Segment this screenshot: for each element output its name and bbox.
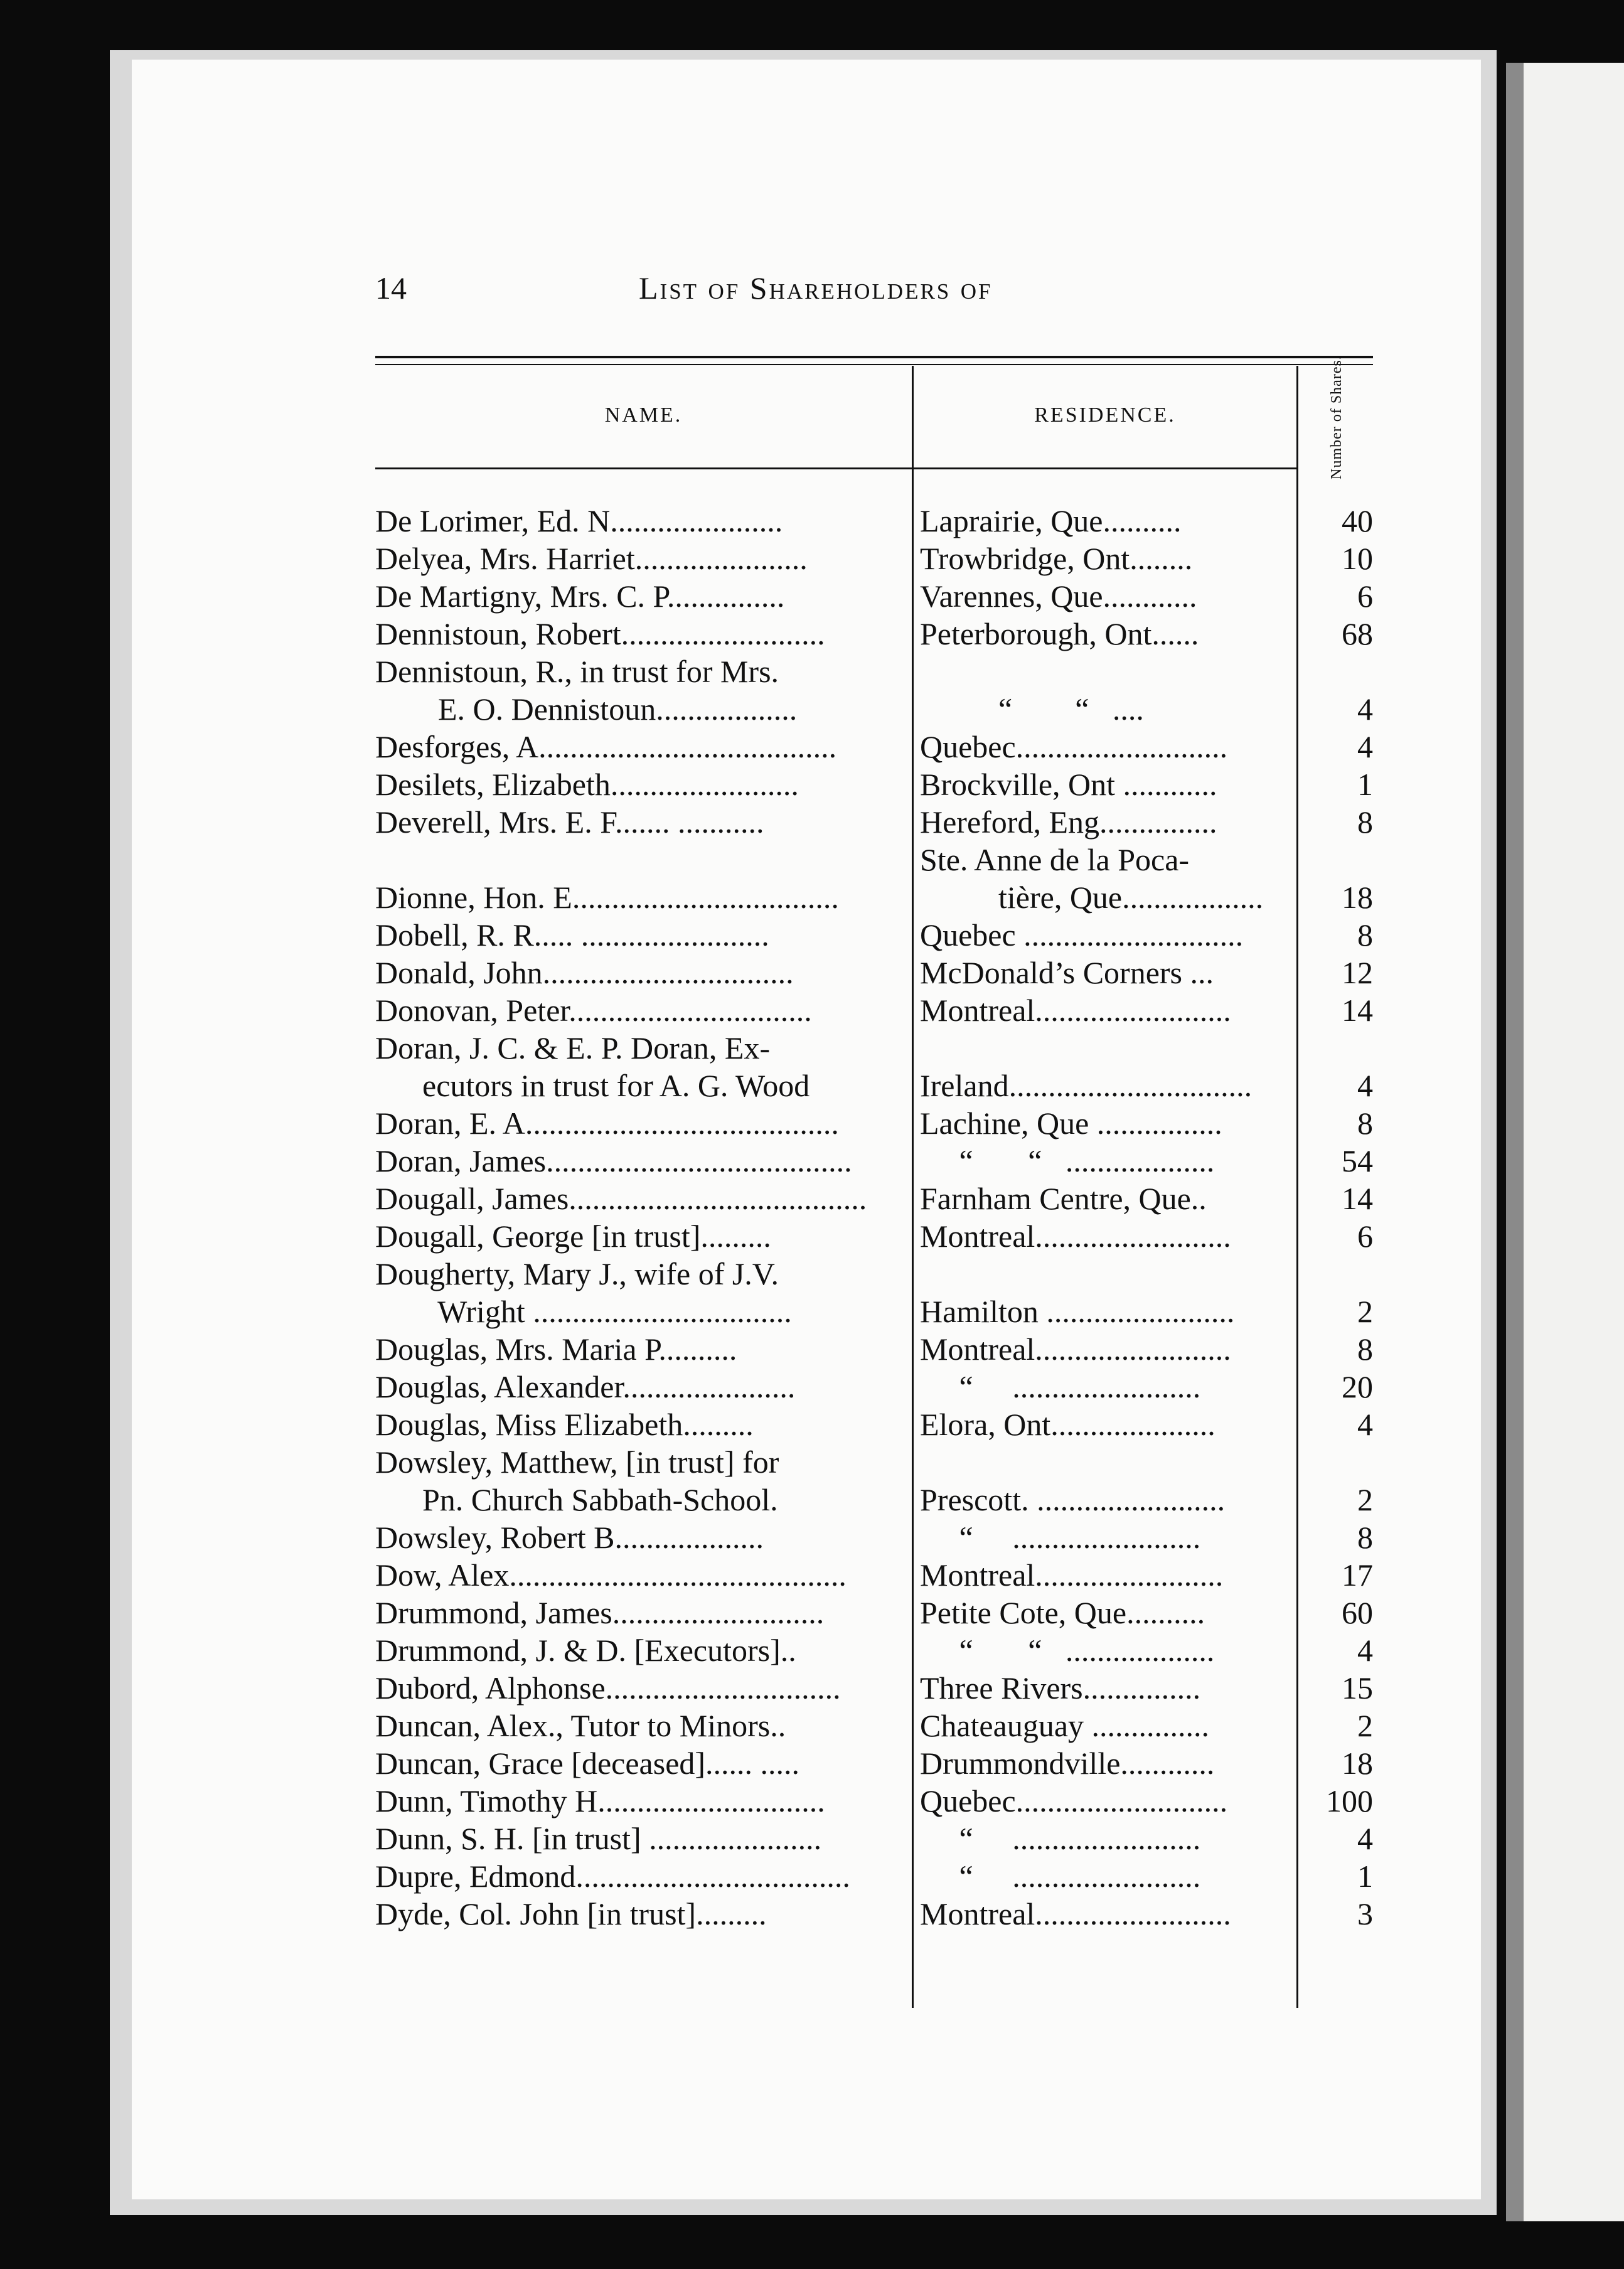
name-line: De Martigny, Mrs. C. P............... [375,579,785,614]
residence-line: “ “ ................... [920,1633,1215,1668]
cell-residence [920,1368,1296,1406]
table-row [375,803,1373,841]
residence-line [920,1029,1296,1067]
residence-line: Quebec ............................ [920,917,1244,953]
name-line: Doran, James....................................... [375,1143,852,1178]
cell-shares: 4 [1357,729,1373,764]
cell-name [375,1594,912,1631]
table-row [375,991,1373,1029]
table-row [375,1707,1373,1744]
name-line: Dunn, S. H. [in trust] ...................... [375,1821,822,1856]
cell-residence [920,766,1296,803]
cell-residence [920,1519,1296,1556]
name-line: Delyea, Mrs. Harriet...................... [375,541,808,576]
table-row [375,916,1373,954]
cell-name [375,1255,912,1330]
name-line: Wright ................................. [375,1294,792,1329]
table-row [375,954,1373,991]
table-row [375,502,1373,540]
cell-shares: 10 [1342,541,1373,576]
name-line: De Lorimer, Ed. N...................... [375,503,783,538]
residence-line: “ “ ................... [920,1143,1215,1178]
cell-residence [920,1406,1296,1443]
name-line: Deverell, Mrs. E. F....... ........... [375,804,764,840]
cell-residence [920,1142,1296,1180]
cell-shares: 8 [1357,917,1373,953]
table-row [375,1594,1373,1631]
name-line: Drummond, J. & D. [Executors].. [375,1633,796,1668]
residence-line: tière, Que.................. [920,880,1264,915]
residence-line [920,653,1296,690]
residence-line: Elora, Ont..................... [920,1407,1215,1442]
name-line: Donovan, Peter............................... [375,993,812,1028]
cell-residence [920,653,1296,728]
name-line: Dubord, Alphonse.............................. [375,1670,841,1706]
cell-name [375,1820,912,1857]
cell-name [375,1330,912,1368]
table-row [375,1631,1373,1669]
cell-shares: 2 [1357,1708,1373,1743]
name-line: Dow, Alex........................................... [375,1557,847,1593]
page-number: 14 [375,270,407,306]
residence-line: “ ........................ [920,1859,1201,1894]
name-line: Duncan, Grace [deceased]...... ..... [375,1746,800,1781]
name-line: Desforges, A...................................... [375,729,837,764]
cell-shares: 6 [1357,1219,1373,1254]
residence-line: Three Rivers............... [920,1670,1201,1706]
cell-residence [920,1707,1296,1744]
column-header-residence: RESIDENCE. [1034,403,1176,427]
table-row [375,1669,1373,1707]
cell-name [375,1744,912,1782]
table-row [375,615,1373,653]
name-line: Donald, John................................ [375,955,794,990]
cell-shares: 1 [1357,1859,1373,1894]
cell-name [375,1556,912,1594]
cell-name [375,916,912,954]
table-row [375,1406,1373,1443]
cell-residence [920,803,1296,841]
residence-line [920,1255,1296,1293]
name-line: Duncan, Alex., Tutor to Minors.. [375,1708,786,1743]
name-line: Douglas, Alexander...................... [375,1369,796,1404]
cell-shares: 4 [1357,1633,1373,1668]
cell-name [375,1895,912,1933]
name-line: Dionne, Hon. E.................................. [375,880,839,915]
cell-residence [920,1782,1296,1820]
cell-name [375,1406,912,1443]
table-row [375,1556,1373,1594]
name-line: Douglas, Mrs. Maria P.......... [375,1332,737,1367]
name-line: Doran, J. C. & E. P. Doran, Ex- [375,1030,771,1065]
name-line: Doran, E. A........................................ [375,1106,839,1141]
cell-residence [920,1631,1296,1669]
residence-line: “ “ .... [920,691,1144,727]
table-row [375,766,1373,803]
cell-shares: 12 [1342,955,1373,990]
cell-residence [920,1556,1296,1594]
page-header [375,270,1373,320]
table-row [375,1330,1373,1368]
cell-name [375,1368,912,1406]
cell-residence [920,1820,1296,1857]
cell-name [375,540,912,577]
name-line: Dowsley, Robert B................... [375,1520,764,1555]
residence-line: Chateauguay ............... [920,1708,1210,1743]
cell-shares: 3 [1357,1896,1373,1931]
residence-line: “ ........................ [920,1821,1201,1856]
cell-residence [920,1895,1296,1933]
name-line: Dougherty, Mary J., wife of J.V. [375,1256,779,1291]
cell-shares: 14 [1342,1181,1373,1216]
cell-shares: 2 [1357,1294,1373,1329]
cell-residence [920,540,1296,577]
cell-shares: 54 [1342,1143,1373,1178]
cell-residence [920,1330,1296,1368]
table-body [375,502,1373,1933]
name-line: Dowsley, Matthew, [in trust] for [375,1444,779,1480]
table-row [375,1255,1373,1330]
cell-shares: 68 [1342,616,1373,651]
residence-line: McDonald’s Corners ... [920,955,1214,990]
cell-name [375,991,912,1029]
name-line: ecutors in trust for A. G. Wood [375,1068,810,1103]
cell-shares: 18 [1342,1746,1373,1781]
residence-line: Petite Cote, Que.......... [920,1595,1205,1630]
cell-name [375,1142,912,1180]
cell-residence [920,916,1296,954]
cell-name [375,803,912,841]
residence-line: Montreal......................... [920,1896,1231,1931]
residence-line: Ste. Anne de la Poca- [920,842,1190,877]
cell-residence [920,1857,1296,1895]
cell-residence [920,1744,1296,1782]
table-row [375,1104,1373,1142]
cell-name [375,615,912,653]
cell-shares: 4 [1357,1821,1373,1856]
table-row [375,653,1373,728]
cell-residence [920,1669,1296,1707]
cell-shares: 100 [1326,1783,1373,1818]
column-header-shares [1305,355,1368,479]
name-line: Dupre, Edmond................................... [375,1859,850,1894]
table-row [375,728,1373,766]
cell-name [375,1029,912,1104]
cell-name [375,954,912,991]
table-row [375,1519,1373,1556]
name-line: Douglas, Miss Elizabeth......... [375,1407,754,1442]
residence-line: Montreal......................... [920,1332,1231,1367]
residence-line: Prescott. ........................ [920,1482,1226,1517]
name-line: E. O. Dennistoun.................. [375,691,798,727]
header-rule [375,467,1298,469]
cell-name [375,502,912,540]
cell-residence [920,1029,1296,1104]
name-line: Dobell, R. R..... ........................ [375,917,769,953]
table-row [375,577,1373,615]
cell-shares: 6 [1357,579,1373,614]
residence-line: Montreal......................... [920,993,1231,1028]
name-line: Dougall, James...................................... [375,1181,867,1216]
name-line: Dunn, Timothy H............................. [375,1783,825,1818]
cell-shares: 8 [1357,1332,1373,1367]
name-line: Dennistoun, Robert.......................... [375,616,825,651]
residence-line: “ ........................ [920,1520,1201,1555]
residence-line: Trowbridge, Ont........ [920,541,1193,576]
column-header-name: NAME. [604,403,683,427]
cell-shares: 17 [1342,1557,1373,1593]
cell-residence [920,615,1296,653]
cell-residence [920,1217,1296,1255]
cell-residence [920,502,1296,540]
cell-name [375,653,912,728]
table-row [375,1857,1373,1895]
cell-name [375,766,912,803]
residence-line: Ireland............................... [920,1068,1253,1103]
residence-line: Brockville, Ont ............ [920,767,1217,802]
top-rule-thin [375,364,1373,365]
cell-residence [920,1594,1296,1631]
cell-name [375,1782,912,1820]
cell-residence [920,954,1296,991]
name-line: Desilets, Elizabeth........................ [375,767,799,802]
residence-line: Farnham Centre, Que.. [920,1181,1207,1216]
residence-line: Quebec........................... [920,1783,1228,1818]
cell-name [375,1707,912,1744]
cell-name [375,1180,912,1217]
cell-name [375,1443,912,1519]
cell-shares: 8 [1357,1520,1373,1555]
cell-name [375,728,912,766]
cell-shares: 4 [1357,691,1373,727]
cell-residence [920,1104,1296,1142]
cell-shares: 2 [1357,1482,1373,1517]
cell-residence [920,1255,1296,1330]
cell-shares: 8 [1357,804,1373,840]
cell-residence [920,577,1296,615]
facing-page-edge [1506,63,1624,2221]
residence-line: Montreal........................ [920,1557,1224,1593]
table-row [375,1180,1373,1217]
cell-shares: 60 [1342,1595,1373,1630]
cell-residence [920,1443,1296,1519]
cell-shares: 8 [1357,1106,1373,1141]
cell-name [375,1519,912,1556]
cell-shares: 20 [1342,1369,1373,1404]
name-line: Drummond, James........................... [375,1595,825,1630]
cell-shares: 40 [1342,503,1373,538]
residence-line: “ ........................ [920,1369,1201,1404]
table-row [375,1443,1373,1519]
residence-line: Laprairie, Que.......... [920,503,1182,538]
cell-shares: 15 [1342,1670,1373,1706]
cell-name [375,1104,912,1142]
cell-name [375,577,912,615]
cell-name [375,1857,912,1895]
top-rule [375,356,1373,358]
residence-line: Hamilton ........................ [920,1294,1235,1329]
cell-name [375,1669,912,1707]
table-row [375,841,1373,916]
table-row [375,1217,1373,1255]
cell-name [375,1217,912,1255]
table-row [375,1368,1373,1406]
residence-line [920,1443,1296,1481]
cell-residence [920,1180,1296,1217]
residence-line: Montreal......................... [920,1219,1231,1254]
name-line: Dougall, George [in trust]......... [375,1219,771,1254]
cell-shares: 1 [1357,767,1373,802]
name-line: Dyde, Col. John [in trust]......... [375,1896,767,1931]
table-row [375,1820,1373,1857]
name-line: Dennistoun, R., in trust for Mrs. [375,654,779,689]
table-row [375,1744,1373,1782]
residence-line: Varennes, Que............ [920,579,1197,614]
table-row [375,540,1373,577]
residence-line: Lachine, Que ................ [920,1106,1222,1141]
cell-residence [920,841,1296,916]
residence-line: Peterborough, Ont...... [920,616,1199,651]
cell-name [375,878,912,916]
cell-name [375,1631,912,1669]
cell-residence [920,991,1296,1029]
name-line: Pn. Church Sabbath-School. [375,1482,778,1517]
cell-shares: 18 [1342,880,1373,915]
residence-line: Quebec........................... [920,729,1228,764]
table-row [375,1142,1373,1180]
shareholders-table [375,348,1373,2008]
cell-shares: 14 [1342,993,1373,1028]
cell-residence [920,728,1296,766]
cell-shares: 4 [1357,1068,1373,1103]
table-row [375,1029,1373,1104]
table-row [375,1782,1373,1820]
residence-line: Drummondville............ [920,1746,1215,1781]
table-row [375,1895,1373,1933]
cell-shares: 4 [1357,1407,1373,1442]
running-title: List of Shareholders of [639,270,993,306]
residence-line: Hereford, Eng............... [920,804,1217,840]
column-header-shares-label: Number of Shares. [1328,355,1345,479]
gutter-shadow [1506,63,1524,2221]
